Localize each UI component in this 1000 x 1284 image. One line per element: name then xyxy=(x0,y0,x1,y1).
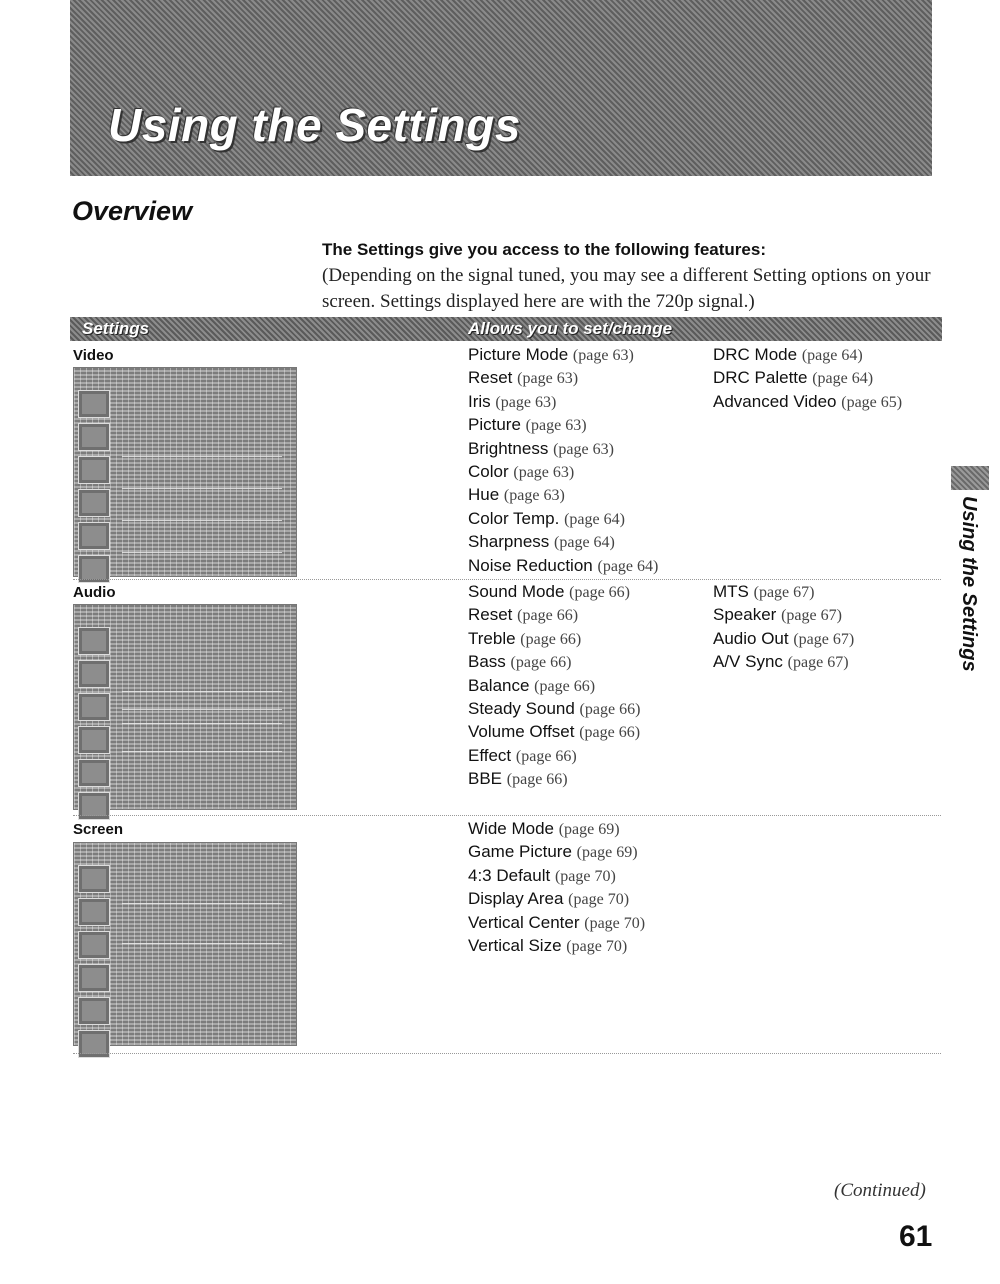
feature-item: Noise Reduction (page 64) xyxy=(468,555,659,575)
feature-item: MTS (page 67) xyxy=(713,582,815,601)
menu-tab-icon xyxy=(78,693,110,721)
feature-item: Volume Offset (page 66) xyxy=(468,722,641,742)
video-features-col1 xyxy=(468,344,658,578)
feature-item: Picture (page 63) xyxy=(468,415,587,435)
menu-tab-icon xyxy=(78,759,110,787)
menu-line xyxy=(122,709,282,710)
feature-item: Sharpness (page 64) xyxy=(468,532,615,552)
feature-item: Steady Sound (page 66) xyxy=(468,699,641,719)
menu-line xyxy=(122,691,282,692)
video-features-col2 xyxy=(713,344,902,414)
continued-note: (Continued) xyxy=(834,1180,926,1201)
side-tab-text: Using the Settings xyxy=(958,496,980,672)
screen-features-col1 xyxy=(468,818,645,958)
feature-item: Effect (page 66) xyxy=(468,745,577,765)
feature-item: DRC Palette (page 64) xyxy=(713,368,874,388)
row-label-audio: Audio xyxy=(73,584,116,601)
audio-features-col1 xyxy=(468,581,640,792)
audio-menu-screenshot xyxy=(73,604,297,810)
audio-features-col2 xyxy=(713,581,854,675)
side-tab-marker xyxy=(951,466,989,490)
menu-line xyxy=(122,903,282,904)
menu-tab-icon xyxy=(78,931,110,959)
feature-item: Hue (page 63) xyxy=(468,485,565,505)
page-title: Using the Settings xyxy=(108,99,521,151)
row-label-video: Video xyxy=(73,347,114,364)
feature-item: Brightness (page 63) xyxy=(468,438,614,458)
feature-item: Sound Mode (page 66) xyxy=(468,582,630,601)
menu-tab-icon xyxy=(78,627,110,655)
page-number: 61 xyxy=(899,1220,933,1253)
menu-line xyxy=(122,751,282,752)
feature-item: BBE (page 66) xyxy=(468,769,568,789)
menu-icon-column xyxy=(78,390,112,588)
feature-item: Reset (page 66) xyxy=(468,605,579,625)
section-title: Overview xyxy=(72,196,193,226)
header-banner xyxy=(70,0,932,176)
feature-item: Audio Out (page 67) xyxy=(713,628,855,648)
feature-item: DRC Mode (page 64) xyxy=(713,345,863,364)
side-tab-label xyxy=(950,496,990,672)
row-divider xyxy=(73,815,941,816)
menu-tab-icon xyxy=(78,522,110,550)
row-divider xyxy=(73,1053,941,1054)
table-header xyxy=(70,317,942,341)
feature-item: 4:3 Default (page 70) xyxy=(468,865,616,885)
feature-item: Reset (page 63) xyxy=(468,368,579,388)
feature-item: Balance (page 66) xyxy=(468,675,596,695)
menu-tab-icon xyxy=(78,390,110,418)
menu-tab-icon xyxy=(78,660,110,688)
video-menu-screenshot xyxy=(73,367,297,577)
intro-body: (Depending on the signal tuned, you may see a different Setting options on your screen. Settings displayed here are with the 720p signal.) xyxy=(322,265,931,312)
feature-item: Speaker (page 67) xyxy=(713,605,842,625)
menu-line xyxy=(122,456,282,457)
menu-tab-icon xyxy=(78,423,110,451)
feature-item: Display Area (page 70) xyxy=(468,889,630,909)
feature-item: Treble (page 66) xyxy=(468,628,582,648)
feature-item: A/V Sync (page 67) xyxy=(713,652,849,672)
menu-line xyxy=(122,520,282,521)
row-divider xyxy=(73,579,941,580)
table-header-settings: Settings xyxy=(82,319,150,338)
table-header-allows: Allows you to set/change xyxy=(468,319,673,338)
feature-item: Vertical Size (page 70) xyxy=(468,936,628,956)
feature-item: Wide Mode (page 69) xyxy=(468,819,620,838)
menu-icon-column xyxy=(78,865,112,1063)
feature-item: Picture Mode (page 63) xyxy=(468,345,634,364)
menu-tab-icon xyxy=(78,898,110,926)
menu-tab-icon xyxy=(78,489,110,517)
menu-icon-column xyxy=(78,627,112,825)
feature-item: Vertical Center (page 70) xyxy=(468,912,646,932)
intro-heading: The Settings give you access to the following features: xyxy=(322,240,766,259)
menu-tab-icon xyxy=(78,997,110,1025)
menu-tab-icon xyxy=(78,726,110,754)
menu-line xyxy=(122,943,282,944)
menu-line xyxy=(122,552,282,553)
feature-item: Bass (page 66) xyxy=(468,652,572,672)
menu-tab-icon xyxy=(78,456,110,484)
feature-item: Color (page 63) xyxy=(468,462,575,482)
menu-line xyxy=(122,488,282,489)
screen-menu-screenshot xyxy=(73,842,297,1046)
menu-line xyxy=(122,723,282,724)
feature-item: Game Picture (page 69) xyxy=(468,842,638,862)
feature-item: Color Temp. (page 64) xyxy=(468,508,625,528)
feature-item: Advanced Video (page 65) xyxy=(713,391,903,411)
feature-item: Iris (page 63) xyxy=(468,391,557,411)
row-label-screen: Screen xyxy=(73,821,124,838)
menu-tab-icon xyxy=(78,865,110,893)
menu-tab-icon xyxy=(78,964,110,992)
